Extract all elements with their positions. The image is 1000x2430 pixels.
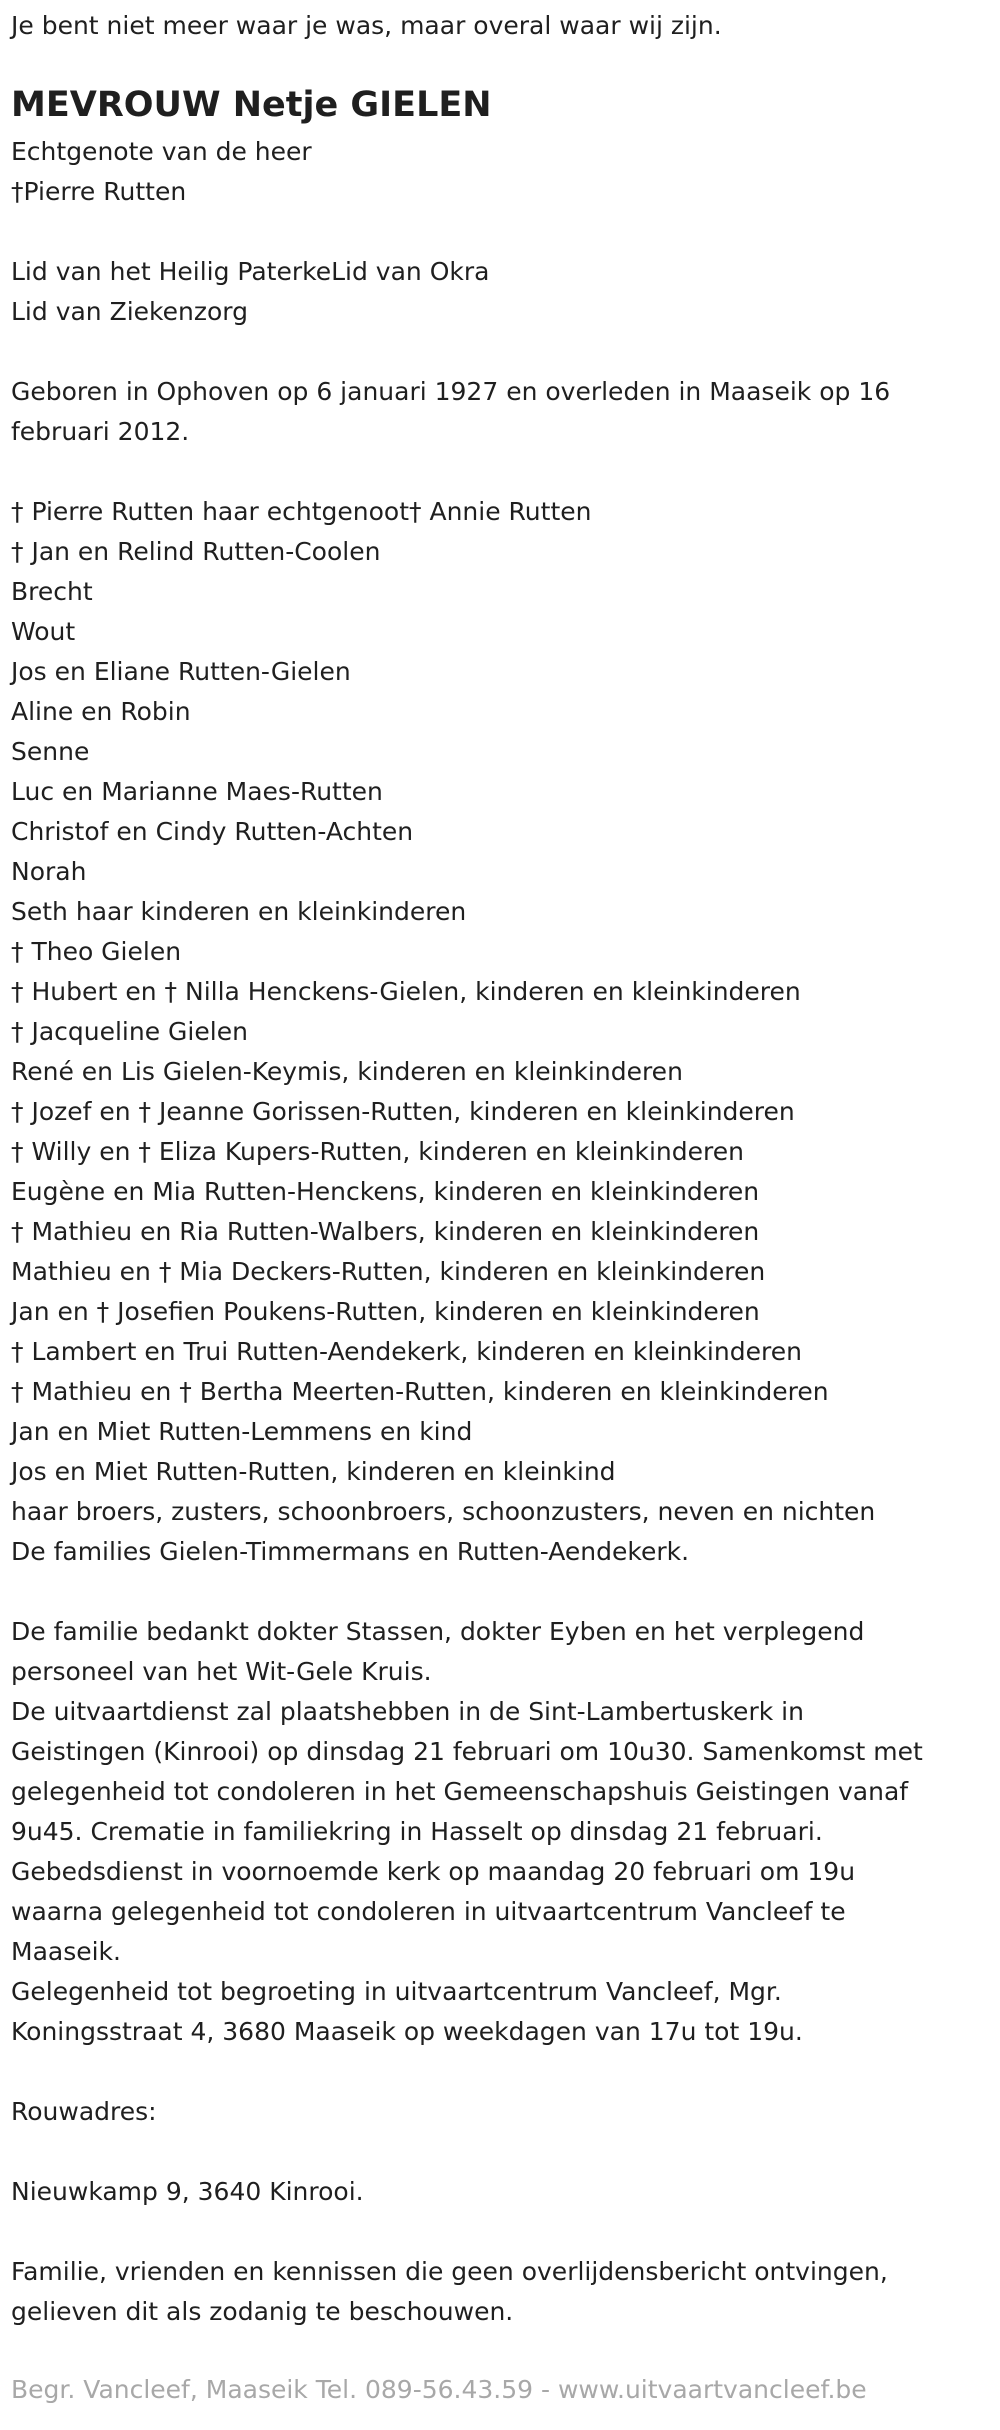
obituary-line: † Willy en † Eliza Kupers-Rutten, kinderen en kleinkinderen [11, 1137, 744, 1166]
obituary-line: Rouwadres: [11, 2097, 157, 2126]
obituary-line: De uitvaartdienst zal plaatshebben in de Sint-Lambertuskerk in [11, 1697, 804, 1726]
obituary-line: 9u45. Crematie in familiekring in Hasselt op dinsdag 21 februari. [11, 1817, 823, 1846]
obituary-line: Geistingen (Kinrooi) op dinsdag 21 februari om 10u30. Samenkomst met [11, 1737, 923, 1766]
obituary-line: gelieven dit als zodanig te beschouwen. [11, 2297, 514, 2326]
blank-line [11, 2132, 986, 2172]
obituary-line: † Mathieu en Ria Rutten-Walbers, kinderen en kleinkinderen [11, 1217, 760, 1246]
obituary-line: waarna gelegenheid tot condoleren in uitvaartcentrum Vancleef te [11, 1897, 846, 1926]
epitaph-quote: Je bent niet meer waar je was, maar overal waar wij zijn. [11, 11, 722, 40]
obituary-line: Norah [11, 857, 87, 886]
blank-line [11, 1572, 986, 1612]
obituary-line: † Lambert en Trui Rutten-Aendekerk, kinderen en kleinkinderen [11, 1337, 802, 1366]
obituary-line: De familie bedankt dokter Stassen, dokter Eyben en het verplegend [11, 1617, 865, 1646]
obituary-line: februari 2012. [11, 417, 190, 446]
obituary-line: Aline en Robin [11, 697, 191, 726]
blank-line [11, 2212, 986, 2252]
obituary-line: Mathieu en † Mia Deckers-Rutten, kinderen en kleinkinderen [11, 1257, 766, 1286]
obituary-line: Eugène en Mia Rutten-Henckens, kinderen en kleinkinderen [11, 1177, 760, 1206]
obituary-line: René en Lis Gielen-Keymis, kinderen en kleinkinderen [11, 1057, 683, 1086]
obituary-line: Brecht [11, 577, 93, 606]
deceased-name: MEVROUW Netje GIELEN [11, 85, 492, 125]
obituary-body [11, 132, 986, 2332]
funeral-home-footer: Begr. Vancleef, Maaseik Tel. 089-56.43.59 - www.uitvaartvancleef.be [11, 2375, 867, 2404]
blank-line [11, 452, 986, 492]
obituary-line: De families Gielen-Timmermans en Rutten-Aendekerk. [11, 1537, 690, 1566]
obituary-line: Lid van Ziekenzorg [11, 297, 248, 326]
obituary-line: Nieuwkamp 9, 3640 Kinrooi. [11, 2177, 364, 2206]
obituary-line: Gelegenheid tot begroeting in uitvaartcentrum Vancleef, Mgr. [11, 1977, 782, 2006]
obituary-line: haar broers, zusters, schoonbroers, schoonzusters, neven en nichten [11, 1497, 876, 1526]
obituary-line: Senne [11, 737, 90, 766]
obituary-line: Geboren in Ophoven op 6 januari 1927 en overleden in Maaseik op 16 [11, 377, 891, 406]
obituary-line: Jan en Miet Rutten-Lemmens en kind [11, 1417, 473, 1446]
obituary-line: Lid van het Heilig PaterkeLid van Okra [11, 257, 490, 286]
obituary-line: † Pierre Rutten haar echtgenoot† Annie Rutten [11, 497, 592, 526]
obituary-line: Maaseik. [11, 1937, 121, 1966]
obituary-line: personeel van het Wit-Gele Kruis. [11, 1657, 432, 1686]
obituary-line: Christof en Cindy Rutten-Achten [11, 817, 414, 846]
obituary-line: Familie, vrienden en kennissen die geen overlijdensbericht ontvingen, [11, 2257, 888, 2286]
obituary-line: †Pierre Rutten [11, 177, 187, 206]
obituary-line: † Jozef en † Jeanne Gorissen-Rutten, kinderen en kleinkinderen [11, 1097, 795, 1126]
blank-line [11, 2052, 986, 2092]
obituary-line: † Hubert en † Nilla Henckens-Gielen, kinderen en kleinkinderen [11, 977, 801, 1006]
obituary-line: Luc en Marianne Maes-Rutten [11, 777, 383, 806]
obituary-line: Wout [11, 617, 76, 646]
obituary-line: Jos en Miet Rutten-Rutten, kinderen en kleinkind [11, 1457, 616, 1486]
obituary-line: Jos en Eliane Rutten-Gielen [11, 657, 351, 686]
obituary-line: Seth haar kinderen en kleinkinderen [11, 897, 467, 926]
obituary-line: Jan en † Josefien Poukens-Rutten, kinderen en kleinkinderen [11, 1297, 760, 1326]
obituary-line: Gebedsdienst in voornoemde kerk op maandag 20 februari om 19u [11, 1857, 856, 1886]
obituary-line: † Jan en Relind Rutten-Coolen [11, 537, 381, 566]
obituary-line: Koningsstraat 4, 3680 Maaseik op weekdagen van 17u tot 19u. [11, 2017, 803, 2046]
obituary-line: † Mathieu en † Bertha Meerten-Rutten, kinderen en kleinkinderen [11, 1377, 829, 1406]
obituary-line: † Jacqueline Gielen [11, 1017, 248, 1046]
obituary-line: gelegenheid tot condoleren in het Gemeenschapshuis Geistingen vanaf [11, 1777, 909, 1806]
obituary-line: Echtgenote van de heer [11, 137, 312, 166]
blank-line [11, 332, 986, 372]
obituary-line: † Theo Gielen [11, 937, 182, 966]
blank-line [11, 212, 986, 252]
